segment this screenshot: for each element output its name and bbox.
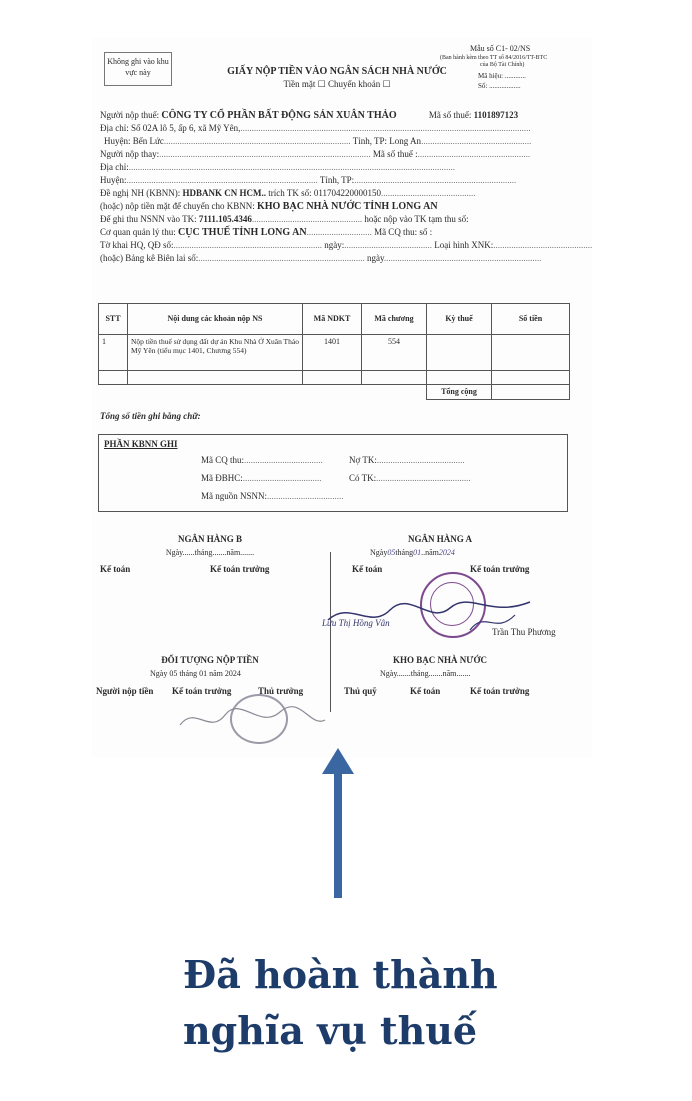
payment-table (98, 303, 570, 400)
bank-a-accountant: Kế toán (352, 564, 383, 574)
col-content: Nội dung các khoản nộp NS (128, 304, 303, 335)
bank-value: HDBANK CN HCM.. (182, 188, 266, 198)
district-text: Huyện: Bến Lức (104, 136, 164, 146)
kbnn-dbhc: Mã ĐBHC:................................... (201, 473, 322, 483)
cell-sotien (492, 335, 570, 371)
col-chuong: Mã chương (362, 304, 427, 335)
kbnn-section (98, 434, 568, 512)
bank-a-chief-name: Trần Thu Phương (492, 627, 556, 637)
address-text: Địa chỉ: Số 02A lô 5, ấp 6, xã Mỹ Yên, (100, 123, 241, 133)
payer-chief: Kế toán trưởng (172, 686, 232, 696)
cash-label: (hoặc) nộp tiền mặt để chuyển cho KBNN: (100, 201, 255, 211)
province-text: Tỉnh, TP: Long An (352, 136, 422, 146)
table-row (99, 335, 570, 371)
kbnn-title: PHẦN KBNN GHI (104, 439, 178, 449)
district-line: Huyện: Bến Lức................................................................................... Tỉnh, TP: Long An................................................. (104, 136, 532, 146)
up-arrow-shaft (334, 770, 342, 898)
form-subtitle: Tiền mặt ☐ Chuyển khoản ☐ (283, 79, 391, 89)
declaration-date: ngày: (324, 240, 345, 250)
total-words-label: Tổng số tiền ghi bằng chữ: (100, 411, 201, 421)
payer-value: CÔNG TY CỔ PHẦN BẤT ĐỘNG SẢN XUÂN THẢO (161, 110, 397, 121)
cell-ndkt: 1401 (303, 335, 362, 371)
agency-label: Cơ quan quản lý thu: (100, 227, 176, 237)
caption-line-2: nghĩa vụ thuế (183, 1008, 478, 1053)
reserved-area-box (104, 52, 172, 86)
treasury-accountant: Kế toán (410, 686, 441, 696)
payer-sign-title: ĐỐI TƯỢNG NỘP TIỀN (161, 655, 259, 665)
cell-content: Nộp tiền thuế sử dụng đất dự án Khu Nhà Ở Xuân Thảo Mỹ Yên (tiểu mục 1401, Chương 554) (128, 335, 303, 371)
payer-sign-date: Ngày 05 tháng 01 năm 2024 (150, 669, 241, 678)
declaration-type: Loại hình XNK: (434, 240, 494, 250)
nsnn-label: Để ghi thu NSNN vào TK: (100, 214, 197, 224)
tax-code-label: Mã số thuế: (428, 110, 472, 120)
payer-instead-label: Người nộp thay: (100, 149, 160, 159)
bank-a-date: Ngày05tháng01..năm2024 (370, 548, 455, 557)
tax-code-value: 1101897123 (473, 110, 519, 120)
bank-account: trích TK số: 011704220000150 (268, 188, 381, 198)
agency-value: CỤC THUẾ TỈNH LONG AN (178, 227, 307, 238)
nsnn-alt: hoặc nộp vào TK tạm thu số: (364, 214, 469, 224)
agency-code: Mã CQ thu: số : (374, 227, 433, 237)
col-stt: STT (99, 304, 128, 335)
col-so-tien: Số tiền (492, 304, 570, 335)
treasury-chief: Kế toán trưởng (470, 686, 530, 696)
kbnn-co-tk: Có TK:.......................................... (349, 473, 471, 483)
kbnn-cq-thu: Mã CQ thu:................................... (201, 455, 323, 465)
payer-label: Người nộp thuế: (100, 110, 160, 120)
form-serial: Số: .................. (478, 82, 521, 90)
treasury-title: KHO BẠC NHÀ NƯỚC (393, 655, 487, 665)
payer-signature-icon (170, 700, 330, 740)
nsnn-value: 7111.105.4346 (198, 214, 252, 224)
cell-ky (427, 335, 492, 371)
district-2-line: Huyện:..................................................................................... Tỉnh, TP:........................................................................ (100, 175, 517, 185)
bank-b-chief: Kế toán trưởng (210, 564, 270, 574)
form-note-2: của Bộ Tài Chính) (480, 62, 525, 68)
bank-a-chief: Kế toán trưởng (470, 564, 530, 574)
bank-a-title: NGÂN HÀNG A (407, 534, 472, 544)
table-total-row (99, 385, 570, 400)
caption-line-1: Đã hoàn thành (183, 952, 498, 997)
register-label: (hoặc) Bảng kê Biên lai số: (100, 253, 199, 263)
declaration-label: Tờ khai HQ, QĐ số: (100, 240, 174, 250)
form-code: Mã hiệu: ............ (478, 72, 526, 80)
col-ndkt: Mã NDKT (303, 304, 362, 335)
province-2-label: Tỉnh, TP: (319, 175, 355, 185)
table-header-row (99, 304, 570, 335)
form-title: GIẤY NỘP TIỀN VÀO NGÂN SÁCH NHÀ NƯỚC (227, 66, 447, 77)
form-number: Mẫu số C1- 02/NS (470, 44, 531, 53)
kbnn-nguon: Mã nguồn NSNN:.................................. (201, 491, 344, 501)
col-ky-thue: Kỳ thuế (427, 304, 492, 335)
payer-head: Thủ trưởng (258, 686, 304, 696)
bank-b-date: Ngày......tháng.......năm....... (165, 548, 255, 557)
treasury-cashier: Thủ quỹ (344, 686, 377, 696)
address-line: Địa chỉ: Số 02A lô 5, ấp 6, xã Mỹ Yên,................................................................................................................................. (100, 123, 531, 133)
bank-b-accountant: Kế toán (100, 564, 131, 574)
treasury-date: Ngày.......tháng.......năm....... (380, 669, 471, 678)
total-label: Tổng cộng (427, 385, 492, 400)
nsnn-line: Để ghi thu NSNN vào TK: 7111.105.4346................................................. hoặc nộp vào TK tạm thu số: (100, 214, 469, 224)
district-2-label: Huyện: (100, 175, 127, 185)
bank-b-title: NGÂN HÀNG B (177, 534, 242, 544)
bank-label: Đề nghị NH (KBNN): (100, 188, 181, 198)
register-date: ngày (366, 253, 384, 263)
bank-line: Đề nghị NH (KBNN): HDBANK CN HCM.. trích TK số: 011704220000150.......................................... (100, 188, 476, 198)
address-2-label: Địa chỉ: (100, 162, 129, 172)
payer-line (100, 110, 570, 121)
table-row-empty (99, 371, 570, 385)
form-note-1: (Ban hành kèm theo TT số 84/2016/TT-BTC (440, 55, 548, 61)
cell-stt: 1 (99, 335, 128, 371)
declaration-line: Tờ khai HQ, QĐ số:.................................................................. ngày:....................................... Loại hình XNK:............................................ (100, 240, 593, 250)
cell-chuong: 554 (362, 335, 427, 371)
tax-code-2-label: Mã số thuế : (372, 149, 418, 159)
cash-line (100, 201, 570, 212)
address-2-line: Địa chỉ:................................................................................................................................................. (100, 162, 455, 172)
bank-a-signer-name: Lưu Thị Hồng Vân (322, 618, 390, 628)
kbnn-no-tk: Nợ TK:....................................... (349, 455, 465, 465)
payer-person: Người nộp tiền (96, 686, 154, 696)
reserved-area-text: Không ghi vào khu vực này (107, 57, 169, 77)
cash-value: KHO BẠC NHÀ NƯỚC TỈNH LONG AN (256, 201, 438, 212)
payer-instead-line: Người nộp thay:.............................................................................................. Mã số thuế :.................................................. (100, 149, 531, 159)
register-line: (hoặc) Bảng kê Biên lai số:.......................................................................... ngày...................................................................... (100, 253, 542, 263)
agency-line: Cơ quan quản lý thu: CỤC THUẾ TỈNH LONG AN............................. Mã CQ thu: số : (100, 227, 433, 238)
